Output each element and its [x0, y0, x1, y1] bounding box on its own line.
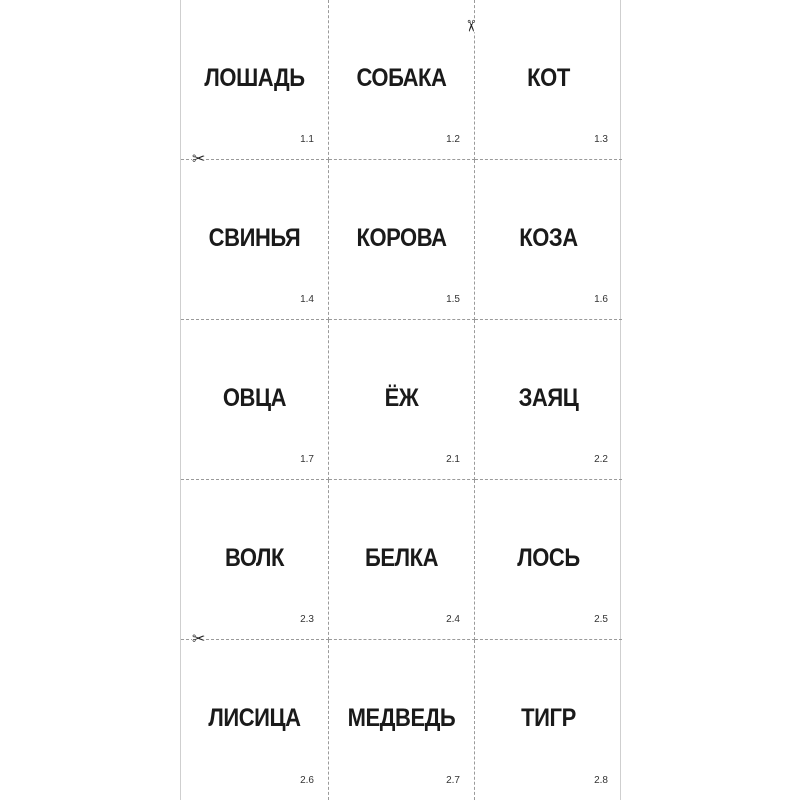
card-word: ЁЖ [384, 384, 419, 412]
card-sheet [180, 0, 621, 800]
card-number: 1.7 [300, 454, 314, 465]
card-word: ЛИСИЦА [208, 704, 301, 732]
card-number: 1.1 [300, 134, 314, 145]
card-word: КОТ [527, 64, 570, 92]
card [181, 640, 329, 800]
card-number: 2.7 [446, 775, 460, 786]
card-number: 2.6 [300, 775, 314, 786]
scissors-icon: ✂ [461, 19, 481, 33]
card [329, 160, 475, 320]
card-word: ЗАЯЦ [518, 384, 579, 412]
card [475, 160, 622, 320]
card-word: КОРОВА [356, 224, 447, 252]
card-number: 1.3 [594, 134, 608, 145]
scissors-icon: ✂ [192, 629, 206, 648]
card [475, 480, 622, 640]
card-number: 1.5 [446, 294, 460, 305]
card-number: 2.3 [300, 614, 314, 625]
card [475, 0, 622, 160]
card-word: ЛОСЬ [517, 544, 580, 572]
card [329, 320, 475, 480]
card-word: МЕДВЕДЬ [347, 704, 456, 732]
card-number: 2.5 [594, 614, 608, 625]
card-number: 1.2 [446, 134, 460, 145]
card-word: СВИНЬЯ [208, 224, 301, 252]
card [181, 480, 329, 640]
card [329, 640, 475, 800]
card [329, 480, 475, 640]
card-number: 1.4 [300, 294, 314, 305]
card-word: ВОЛК [224, 544, 285, 572]
card-word: БЕЛКА [364, 544, 439, 572]
card [181, 0, 329, 160]
card [475, 640, 622, 800]
card [181, 160, 329, 320]
card-number: 2.1 [446, 454, 460, 465]
card-word: ОВЦА [222, 384, 287, 412]
card-word: ТИГР [521, 704, 576, 732]
card [181, 320, 329, 480]
card-word: КОЗА [519, 224, 578, 252]
card-number: 2.2 [594, 454, 608, 465]
card-word: ЛОШАДЬ [204, 64, 305, 92]
card-number: 2.8 [594, 775, 608, 786]
scissors-icon: ✂ [192, 149, 206, 168]
card-word: СОБАКА [356, 64, 447, 92]
card [329, 0, 475, 160]
card-number: 1.6 [594, 294, 608, 305]
card-number: 2.4 [446, 614, 460, 625]
card [475, 320, 622, 480]
card-grid [181, 0, 622, 800]
